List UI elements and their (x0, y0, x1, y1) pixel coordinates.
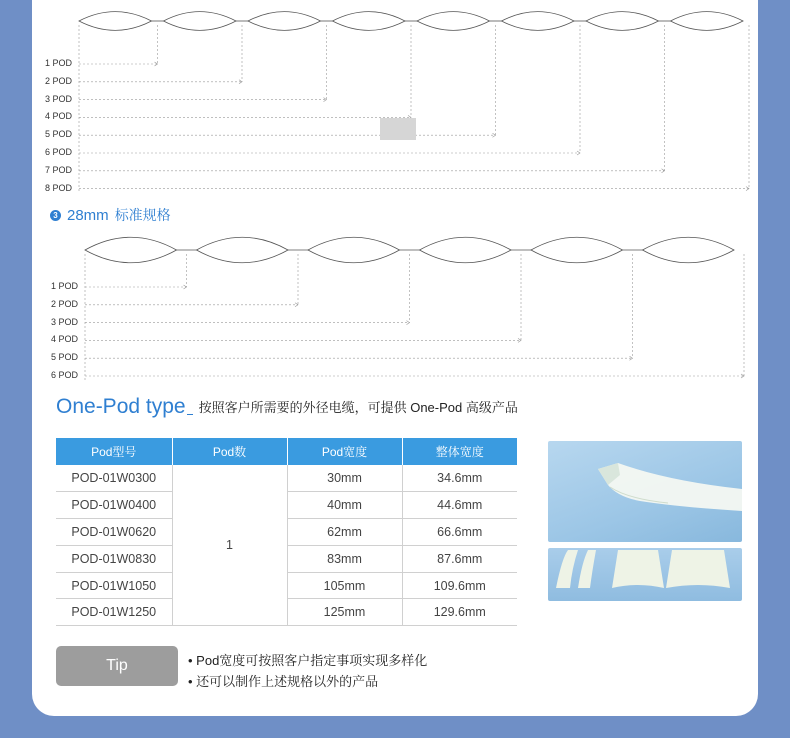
pod-count-label: 1 POD (51, 281, 79, 291)
section-size: 28mm (67, 206, 109, 224)
pod-count-label: 2 POD (51, 298, 79, 309)
pod-shape (164, 12, 237, 31)
product-photo-profiles (548, 548, 742, 601)
cell-width: 30mm (287, 465, 402, 492)
pod-diagram-top (32, 0, 758, 200)
pod-shape (333, 12, 406, 31)
table-row (56, 492, 517, 519)
section-label: 标准规格 (114, 207, 171, 223)
pod-shape (308, 237, 400, 263)
header-width: Pod宽度 (287, 438, 402, 465)
table-row (56, 545, 517, 572)
tip-item: • Pod宽度可按照客户指定事项实现多样化 (188, 650, 427, 671)
table-row (56, 519, 517, 546)
pod-count-label: 1 POD (45, 58, 73, 68)
cell-model: POD-01W1050 (56, 572, 172, 599)
pod-count-label: 4 POD (51, 334, 79, 345)
cell-total: 44.6mm (402, 492, 517, 519)
pod-count-label: 3 POD (51, 316, 79, 327)
pod-shape (248, 12, 321, 31)
cell-width: 40mm (287, 492, 402, 519)
spec-table (56, 438, 517, 626)
table-row (56, 599, 517, 626)
cell-model: POD-01W1250 (56, 599, 172, 626)
content-card (32, 0, 758, 716)
table-header-row (56, 438, 517, 465)
tip-item: • 还可以制作上述规格以外的产品 (188, 671, 427, 692)
cell-model: POD-01W0830 (56, 545, 172, 572)
cell-model: POD-01W0620 (56, 519, 172, 546)
arrow-icon (630, 356, 633, 360)
pod-shape (531, 237, 623, 263)
pod-count-label: 6 POD (45, 147, 73, 157)
cell-width: 125mm (287, 599, 402, 626)
cell-total: 87.6mm (402, 545, 517, 572)
header-model: Pod型号 (56, 438, 172, 465)
pod-shape (197, 237, 289, 263)
profiles-image (548, 548, 742, 601)
pod-count-label: 3 POD (45, 93, 73, 104)
cell-width: 62mm (287, 519, 402, 546)
table-row (56, 572, 517, 599)
cell-total: 109.6mm (402, 572, 517, 599)
title-underline (187, 414, 193, 415)
section-number: 3 (50, 210, 61, 221)
pod-count-label: 7 POD (45, 164, 73, 175)
tip-button: Tip (56, 646, 178, 686)
pod-shape (671, 12, 744, 31)
cell-pod-count: 1 (172, 465, 287, 626)
section-heading (50, 205, 171, 225)
pod-shape (643, 237, 735, 263)
header-total: 整体宽度 (402, 438, 517, 465)
arrow-icon (184, 285, 187, 289)
cell-width: 105mm (287, 572, 402, 599)
product-photo-roll (548, 441, 742, 542)
pod-shape (420, 237, 512, 263)
product-description: 按照客户所需要的外径电缆，可提供 One-Pod 高级产品 (198, 400, 518, 415)
pod-count-label: 4 POD (45, 111, 73, 122)
pod-count-label: 5 POD (45, 129, 73, 140)
arrow-icon (577, 151, 580, 155)
highlight-box (380, 118, 416, 140)
product-title: One-Pod type (56, 395, 186, 418)
cell-total: 129.6mm (402, 599, 517, 626)
table-row (56, 465, 517, 492)
pod-shape (502, 12, 575, 31)
arrow-icon (407, 321, 410, 325)
tube-image (548, 441, 742, 542)
arrow-icon (518, 338, 521, 342)
tip-list (188, 650, 427, 692)
cell-total: 66.6mm (402, 519, 517, 546)
pod-count-label: 2 POD (45, 75, 73, 86)
pod-shape (417, 12, 490, 31)
pod-shape (85, 237, 177, 263)
cell-total: 34.6mm (402, 465, 517, 492)
pod-count-label: 8 POD (45, 182, 73, 193)
product-heading (56, 395, 518, 419)
pod-shape (586, 12, 659, 31)
pod-shape (79, 12, 152, 31)
cell-model: POD-01W0400 (56, 492, 172, 519)
arrow-icon (741, 374, 744, 378)
cell-model: POD-01W0300 (56, 465, 172, 492)
cell-width: 83mm (287, 545, 402, 572)
pod-count-label: 5 POD (51, 352, 79, 363)
pod-count-label: 6 POD (51, 370, 79, 380)
header-count: Pod数 (172, 438, 287, 465)
arrow-icon (295, 303, 298, 307)
